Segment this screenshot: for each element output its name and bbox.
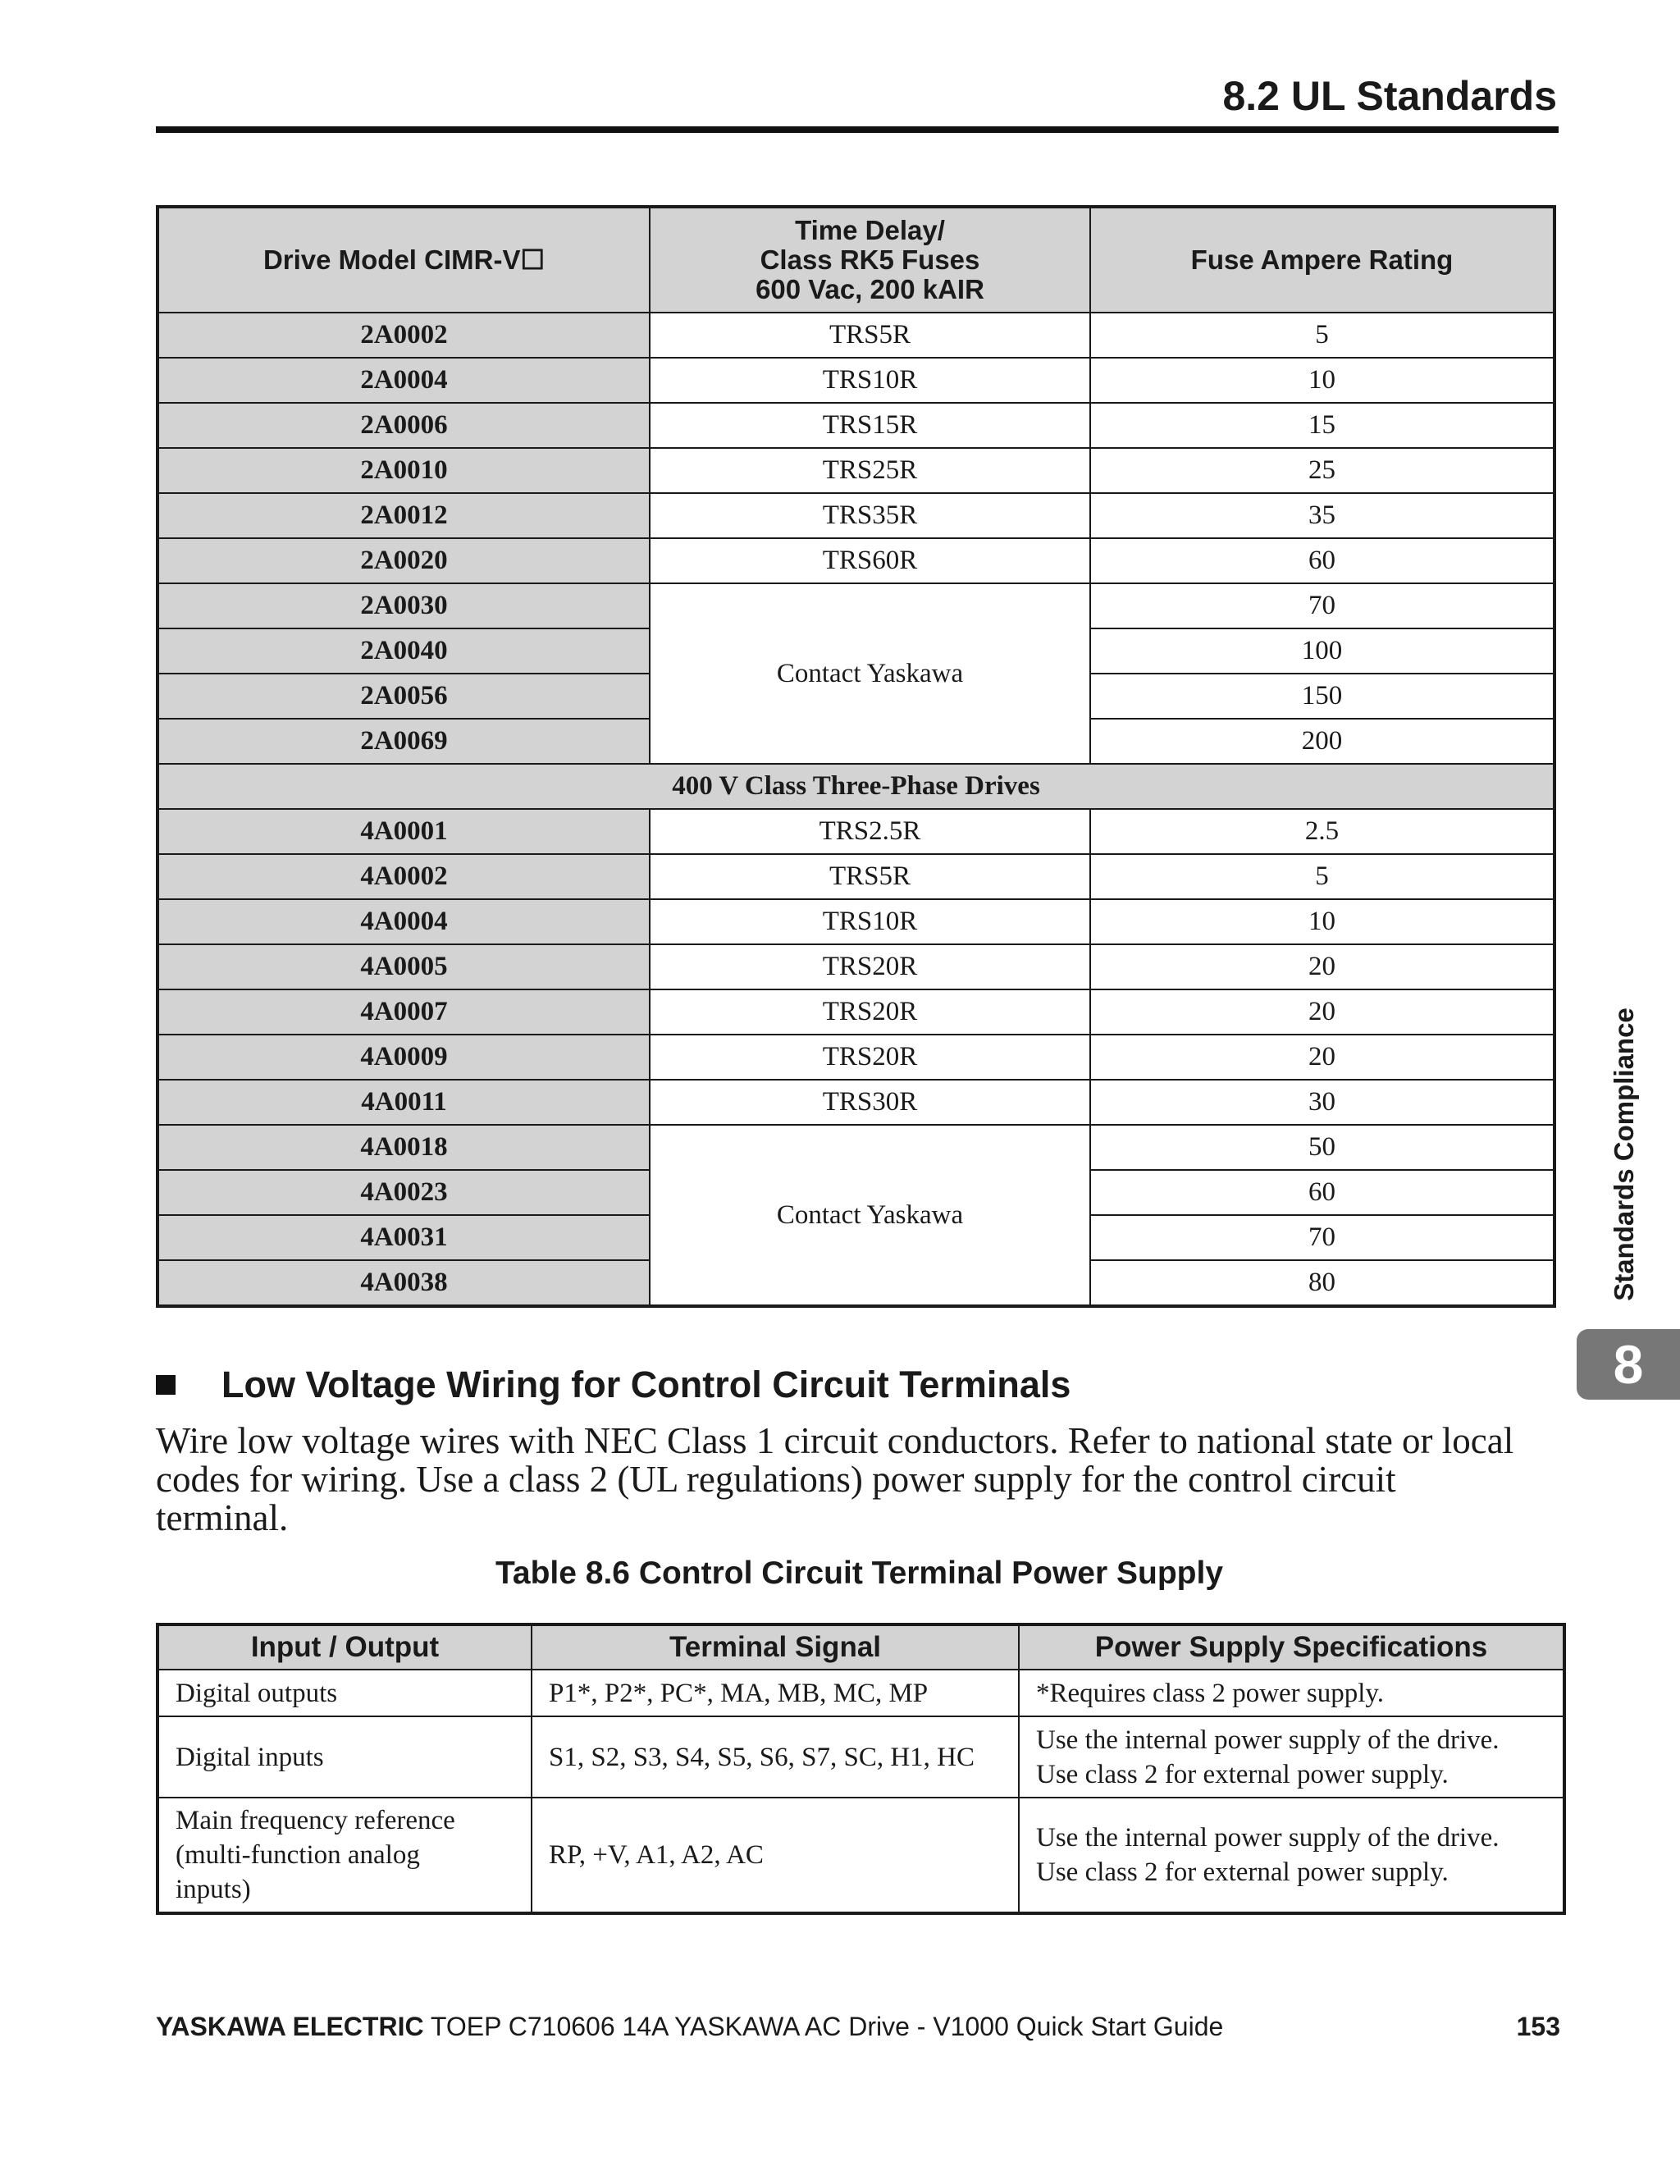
drive-model-cell: 2A0002 — [158, 313, 650, 358]
io-line: Main frequency reference — [176, 1806, 455, 1835]
drive-model-cell: 4A0038 — [158, 1260, 650, 1306]
fuse-rating-cell: 15 — [1090, 403, 1554, 448]
fuse-rating-cell: 25 — [1090, 448, 1554, 493]
drive-model-cell: 4A0001 — [158, 809, 650, 854]
fuse-type-cell: TRS25R — [650, 448, 1090, 493]
drive-model-cell: 2A0040 — [158, 628, 650, 674]
io-cell — [158, 1670, 532, 1716]
section-heading — [156, 1362, 1071, 1408]
power-supply-table — [156, 1623, 1566, 1915]
fuse-rating-cell: 200 — [1090, 719, 1554, 764]
drive-model-cell: 2A0010 — [158, 448, 650, 493]
fuse-rating-cell: 60 — [1090, 1170, 1554, 1215]
paragraph-line: Wire low voltage wires with NEC Class 1 circuit conductors. Refer to national state or local — [156, 1420, 1514, 1461]
drive-model-cell: 2A0056 — [158, 674, 650, 719]
drive-model-cell: 2A0020 — [158, 538, 650, 583]
table-row — [158, 989, 1554, 1035]
drive-model-cell: 4A0023 — [158, 1170, 650, 1215]
page-header-title: 8.2 UL Standards — [1222, 73, 1557, 119]
terminal-signal-cell: RP, +V, A1, A2, AC — [532, 1798, 1019, 1913]
table-row — [158, 1125, 1554, 1170]
table-row — [158, 1035, 1554, 1080]
drive-model-cell: 4A0005 — [158, 944, 650, 989]
fuse-rating-table — [156, 205, 1556, 1308]
fuse-rating-cell: 50 — [1090, 1125, 1554, 1170]
fuse-type-cell: TRS60R — [650, 538, 1090, 583]
drive-model-cell: 2A0030 — [158, 583, 650, 628]
column-header-input-output: Input / Output — [158, 1624, 532, 1670]
footer-text — [156, 2012, 1223, 2042]
header-rule — [156, 126, 1559, 133]
drive-model-cell: 4A0031 — [158, 1215, 650, 1260]
drive-model-cell: 4A0002 — [158, 854, 650, 899]
fuse-type-cell: TRS35R — [650, 493, 1090, 538]
section-heading-text: Low Voltage Wiring for Control Circuit Terminals — [221, 1364, 1071, 1405]
fuse-rating-cell: 10 — [1090, 899, 1554, 944]
table-row — [158, 538, 1554, 583]
chapter-side-tab-label: Standards Compliance — [1609, 1007, 1639, 1301]
page-footer — [156, 2012, 1560, 2042]
table-row — [158, 448, 1554, 493]
fuse-rating-cell: 100 — [1090, 628, 1554, 674]
spec-line: Use class 2 for external power supply. — [1036, 1857, 1449, 1887]
body-paragraph — [156, 1422, 1567, 1537]
paragraph-line: terminal. — [156, 1497, 289, 1538]
table-row — [158, 854, 1554, 899]
terminal-signal-cell: P1*, P2*, PC*, MA, MB, MC, MP — [532, 1670, 1019, 1716]
fuse-type-cell: TRS2.5R — [650, 809, 1090, 854]
column-header-fuse-rating: Fuse Ampere Rating — [1090, 207, 1554, 313]
drive-model-cell: 2A0004 — [158, 358, 650, 403]
fuse-type-header-line: Class RK5 Fuses — [760, 244, 980, 275]
table-row — [158, 944, 1554, 989]
table-row — [158, 1080, 1554, 1125]
table-row — [158, 1798, 1564, 1913]
fuse-type-cell: TRS15R — [650, 403, 1090, 448]
drive-model-cell: 4A0011 — [158, 1080, 650, 1125]
chapter-number-tab: 8 — [1577, 1329, 1680, 1400]
table-row — [158, 583, 1554, 628]
drive-model-cell: 4A0004 — [158, 899, 650, 944]
spec-line: Use the internal power supply of the drive. — [1036, 1823, 1500, 1853]
column-header-fuse-type — [650, 207, 1090, 313]
column-header-power-spec: Power Supply Specifications — [1019, 1624, 1564, 1670]
column-header-drive-model: Drive Model CIMR-V☐ — [158, 207, 650, 313]
fuse-rating-cell: 80 — [1090, 1260, 1554, 1306]
section-row-400v: 400 V Class Three-Phase Drives — [158, 764, 1554, 809]
contact-yaskawa-cell: Contact Yaskawa — [650, 583, 1090, 764]
spec-line: Use class 2 for external power supply. — [1036, 1759, 1449, 1789]
io-cell — [158, 1716, 532, 1798]
power-spec-cell — [1019, 1798, 1564, 1913]
footer-doc-title: TOEP C710606 14A YASKAWA AC Drive - V1000 Quick Start Guide — [430, 2012, 1224, 2041]
fuse-type-cell: TRS20R — [650, 1035, 1090, 1080]
fuse-type-header-line: 600 Vac, 200 kAIR — [756, 274, 984, 304]
fuse-rating-cell: 20 — [1090, 1035, 1554, 1080]
power-spec-cell — [1019, 1716, 1564, 1798]
fuse-rating-cell: 20 — [1090, 989, 1554, 1035]
io-line: Digital outputs — [176, 1678, 338, 1708]
paragraph-line: codes for wiring. Use a class 2 (UL regulations) power supply for the control circuit — [156, 1459, 1396, 1500]
fuse-type-header-line: Time Delay/ — [795, 215, 945, 245]
fuse-rating-cell: 150 — [1090, 674, 1554, 719]
fuse-rating-cell: 60 — [1090, 538, 1554, 583]
drive-model-cell: 2A0006 — [158, 403, 650, 448]
io-line: (multi-function analog — [176, 1840, 420, 1870]
spec-line: *Requires class 2 power supply. — [1036, 1678, 1385, 1708]
spec-line: Use the internal power supply of the drive. — [1036, 1725, 1500, 1755]
fuse-rating-cell: 70 — [1090, 583, 1554, 628]
io-line: inputs) — [176, 1875, 251, 1904]
table-row — [158, 1670, 1564, 1716]
fuse-type-cell: TRS5R — [650, 854, 1090, 899]
drive-model-cell: 4A0007 — [158, 989, 650, 1035]
power-spec-cell — [1019, 1670, 1564, 1716]
terminal-signal-cell: S1, S2, S3, S4, S5, S6, S7, SC, H1, HC — [532, 1716, 1019, 1798]
contact-yaskawa-cell: Contact Yaskawa — [650, 1125, 1090, 1306]
table-row — [158, 403, 1554, 448]
page-number: 153 — [1516, 2012, 1560, 2041]
io-cell — [158, 1798, 532, 1913]
fuse-rating-cell: 35 — [1090, 493, 1554, 538]
fuse-type-cell: TRS5R — [650, 313, 1090, 358]
fuse-rating-cell: 20 — [1090, 944, 1554, 989]
fuse-type-cell: TRS10R — [650, 899, 1090, 944]
fuse-rating-cell: 70 — [1090, 1215, 1554, 1260]
fuse-type-cell: TRS20R — [650, 944, 1090, 989]
fuse-rating-cell: 30 — [1090, 1080, 1554, 1125]
footer-brand: YASKAWA ELECTRIC — [156, 2012, 424, 2041]
chapter-side-tab — [1604, 1003, 1645, 1306]
fuse-type-cell: TRS10R — [650, 358, 1090, 403]
table-row — [158, 358, 1554, 403]
io-line: Digital inputs — [176, 1742, 324, 1772]
table-caption: Table 8.6 Control Circuit Terminal Power Supply — [495, 1556, 1224, 1591]
section-row — [158, 764, 1554, 809]
square-bullet-icon — [156, 1375, 176, 1395]
fuse-rating-cell: 5 — [1090, 313, 1554, 358]
table-row — [158, 899, 1554, 944]
fuse-type-cell: TRS20R — [650, 989, 1090, 1035]
drive-model-cell: 2A0069 — [158, 719, 650, 764]
fuse-rating-cell: 5 — [1090, 854, 1554, 899]
drive-model-cell: 4A0018 — [158, 1125, 650, 1170]
table-row — [158, 1716, 1564, 1798]
drive-model-cell: 2A0012 — [158, 493, 650, 538]
table-row — [158, 493, 1554, 538]
fuse-rating-cell: 10 — [1090, 358, 1554, 403]
table-row — [158, 809, 1554, 854]
table-row — [158, 313, 1554, 358]
fuse-rating-cell: 2.5 — [1090, 809, 1554, 854]
column-header-terminal-signal: Terminal Signal — [532, 1624, 1019, 1670]
fuse-type-cell: TRS30R — [650, 1080, 1090, 1125]
drive-model-cell: 4A0009 — [158, 1035, 650, 1080]
